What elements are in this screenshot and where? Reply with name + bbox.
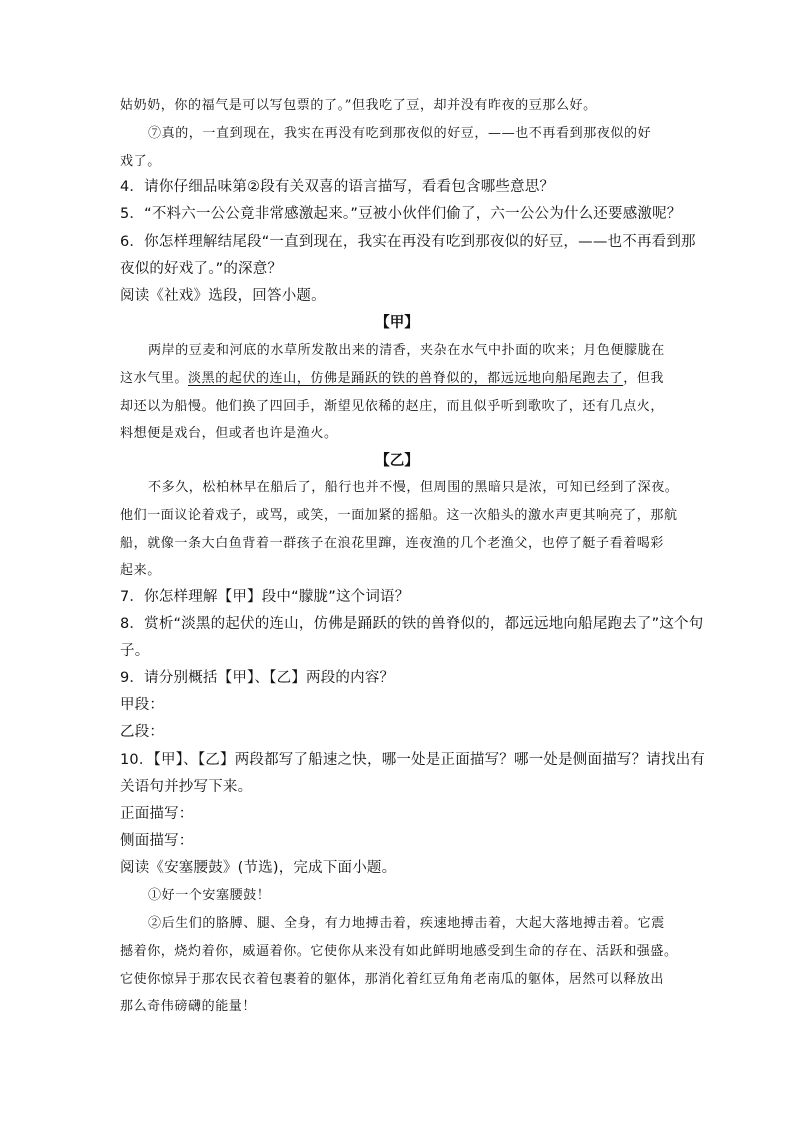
passage-jia-line: 两岸的豆麦和河底的水草所发散出来的清香，夹杂在水气中扑面的吹来；月色便朦胧在: [148, 343, 665, 358]
question-6-line: 夜似的好戏了。”的深意？: [120, 261, 283, 277]
ansai-paragraph-1: ①好一个安塞腰鼓！: [148, 888, 271, 903]
passage-jia-text: 这水气里。: [120, 371, 189, 386]
answer-label-yi: 乙段：: [120, 724, 165, 740]
question-9: 9．请分别概括【甲】、【乙】两段的内容？: [120, 670, 395, 686]
ansai-paragraph-2-line: ②后生们的胳膊、腿、全身，有力地搏击着，疾速地搏击着，大起大落地搏击着。它震: [148, 916, 665, 931]
passage-yi-line: 不多久，松柏林早在船后了，船行也并不慢，但周围的黑暗只是浓，可知已经到了深夜。: [148, 480, 679, 495]
ansai-paragraph-2-line: 它使你惊异于那农民衣着包裹着的躯体，那消化着红豆角角老南瓜的躯体，居然可以释放出: [120, 972, 665, 987]
passage-jia-text: ，但我: [623, 371, 665, 386]
question-10-line: 10．【甲】、【乙】两段都写了船速之快，哪一处是正面描写？哪一处是侧面描写？请找出有: [120, 752, 706, 768]
question-7: 7．你怎样理解【甲】段中“朦胧”这个词语？: [120, 589, 410, 605]
question-8-line: 8．赏析“淡黑的起伏的连山，仿佛是踊跃的铁的兽脊似的，都远远地向船尾跑去了”这个句: [120, 616, 704, 632]
passage-jia-title: 【甲】: [375, 315, 419, 331]
paragraph-7-line: ⑦真的，一直到现在，我实在再没有吃到那夜似的好豆，——也不再看到那夜似的好: [148, 126, 652, 141]
story-tail-line: 姑奶奶，你的福气是可以写包票的了。”但我吃了豆，却并没有昨夜的豆那么好。: [120, 98, 597, 113]
answer-label-jia: 甲段：: [120, 697, 165, 713]
ansai-paragraph-2-line: 那么奇伟磅礴的能量！: [120, 999, 257, 1014]
passage-jia-line: [120, 369, 680, 389]
reading-intro: 阅读《社戏》选段，回答小题。: [120, 288, 326, 304]
passage-jia-line: 却还以为船慢。他们换了四回手，渐望见依稀的赵庄，而且似乎听到歌吹了，还有几点火，: [120, 399, 665, 414]
underlined-sentence: 淡黑的起伏的连山，仿佛是踊跃的铁的兽脊似的，都远远地向船尾跑去了: [188, 371, 624, 386]
question-5: 5．“不料六一公公竟非常感激起来。”豆被小伙伴们偷了，六一公公为什么还要感激呢？: [120, 206, 682, 222]
ansai-paragraph-2-line: 撼着你，烧灼着你，威逼着你。它使你从来没有如此鲜明地感受到生命的存在、活跃和强盛。: [120, 944, 678, 959]
passage-jia-line: 料想便是戏台，但或者也许是渔火。: [120, 426, 338, 441]
reading-intro: 阅读《安塞腰鼓》(节选)，完成下面小题。: [120, 860, 397, 876]
question-6-line: 6．你怎样理解结尾段“一直到现在，我实在再没有吃到那夜似的好豆，——也不再看到那: [120, 234, 696, 250]
answer-label-direct: 正面描写：: [120, 806, 194, 822]
passage-yi-line: 起来。: [120, 563, 161, 578]
answer-label-indirect: 侧面描写：: [120, 833, 194, 849]
passage-yi-line: 船，就像一条大白鱼背着一群孩子在浪花里蹿，连夜渔的几个老渔父，也停了艇子看着喝彩: [120, 536, 665, 551]
question-8-line: 子。: [120, 643, 150, 659]
passage-yi-title: 【乙】: [375, 453, 419, 469]
question-10-line: 关语句并抄写下来。: [120, 779, 253, 795]
passage-yi-line: 他们一面议论着戏子，或骂，或笑，一面加紧的摇船。这一次船头的激水声更其响亮了，那航: [120, 508, 678, 523]
paragraph-7-line: 戏了。: [120, 154, 161, 169]
question-4: 4．请你仔细品味第②段有关双喜的语言描写，看看包含哪些意思？: [120, 179, 555, 195]
